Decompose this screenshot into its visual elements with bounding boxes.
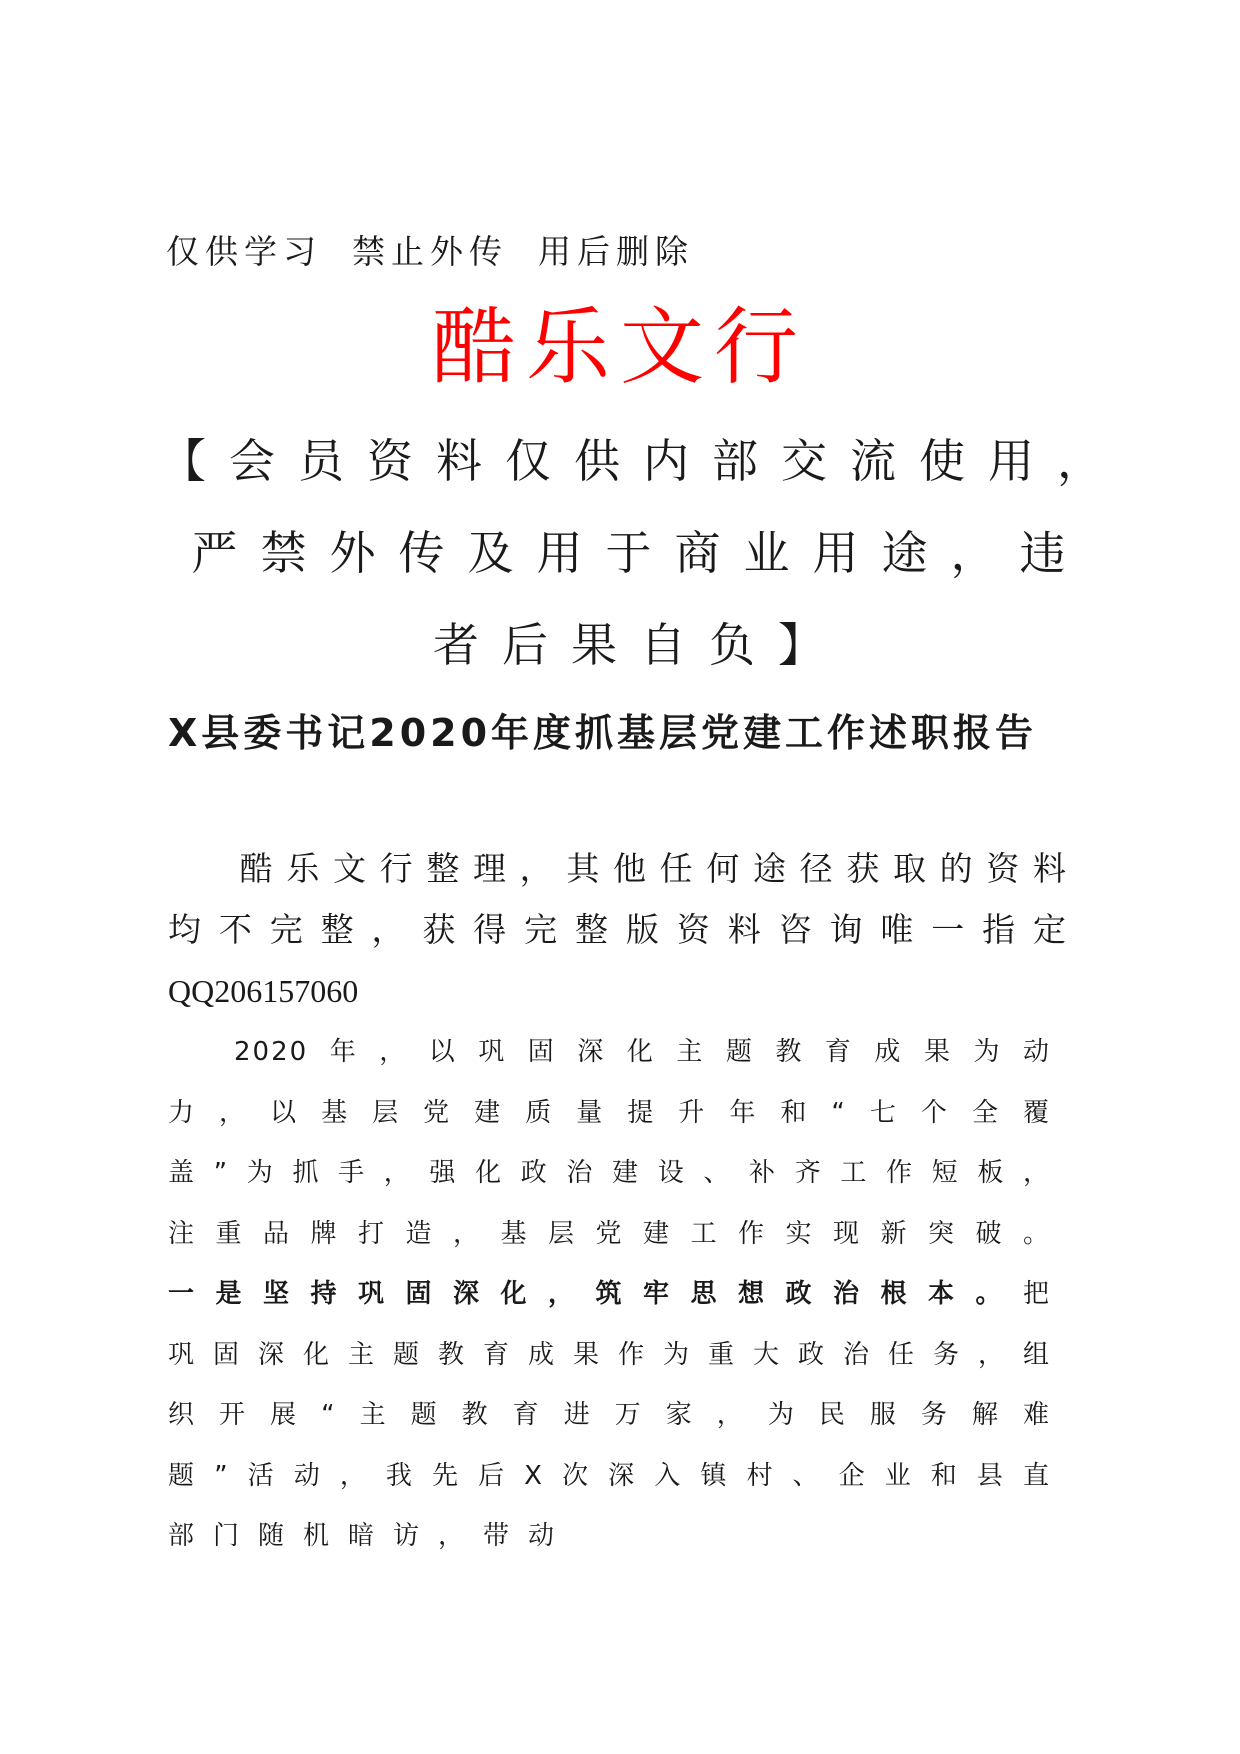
year-number: 2020 bbox=[234, 1037, 309, 1067]
body-bold-heading: 一是坚持巩固深化，筑牢思想政治根本。 bbox=[168, 1279, 1023, 1309]
member-notice-line-1: 【会员资料仅供内部交流使用， bbox=[160, 434, 1126, 488]
member-notice bbox=[160, 415, 1126, 691]
member-notice-line-2: 严禁外传及用于商业用途，违 bbox=[191, 526, 1089, 580]
notice-study-only: 仅供学习 bbox=[166, 232, 322, 271]
document-title: X县委书记2020年度抓基层党建工作述职报告 bbox=[168, 711, 1038, 755]
intro-text: 酷乐文行整理，其他任何途径获取的资料均不完整，获得完整版资料咨询唯一指定 bbox=[168, 849, 1078, 949]
notice-delete-after-use: 用后删除 bbox=[538, 232, 694, 271]
brand-title: 酷乐文行 bbox=[431, 298, 808, 396]
usage-notice bbox=[166, 228, 724, 276]
intro-paragraph bbox=[168, 838, 1078, 1022]
body-segment-1: 年，以巩固深化主题教育成果为动力，以基层党建质量提升年和“七个全覆盖”为抓手，强化政治建设、补齐工作短板，注重品牌打造，基层党建工作实现新突破。 bbox=[168, 1037, 1068, 1249]
body-paragraph bbox=[168, 1022, 1068, 1567]
contact-qq: QQ206157060 bbox=[168, 973, 359, 1009]
member-notice-line-3: 者后果自负】 bbox=[433, 618, 847, 672]
body-segment-2: 把巩固深化主题教育成果作为重大政治任务，组织开展“主题教育进万家，为民服务解难题”活动，我先后X次深入镇村、企业和县直部门随机暗访，带动 bbox=[168, 1279, 1069, 1551]
notice-no-distribution: 禁止外传 bbox=[352, 232, 508, 271]
